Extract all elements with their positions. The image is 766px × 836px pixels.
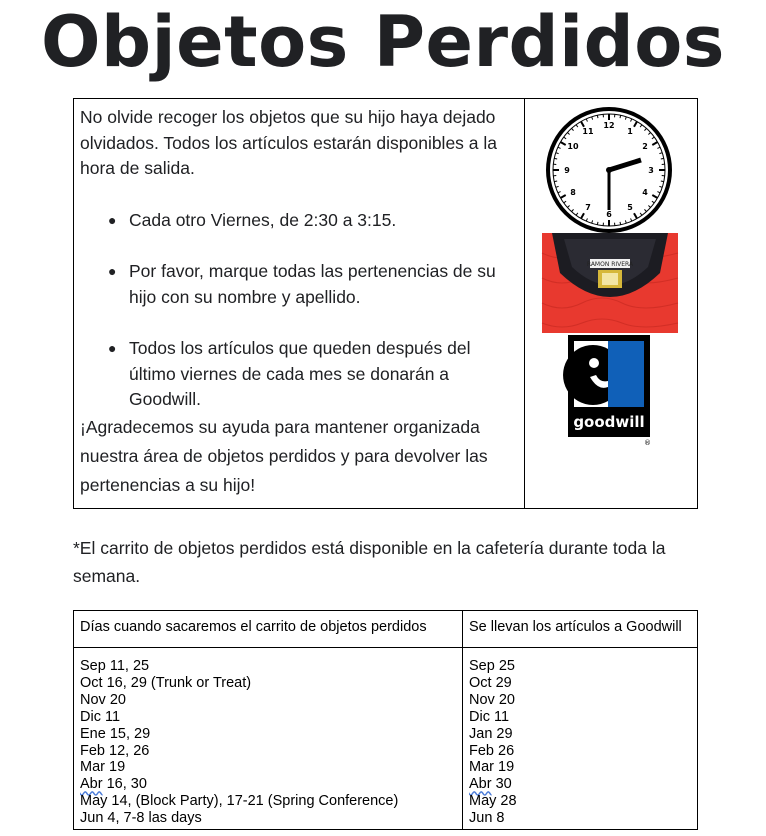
list-item: Feb 26 xyxy=(469,742,515,759)
bullet-dot-icon: ● xyxy=(108,211,117,228)
page-title: Objetos Perdidos xyxy=(41,1,725,83)
list-item: Oct 29 xyxy=(469,674,512,691)
bullet-text: Todos los artículos que queden después del último viernes de cada mes se donarán a Goodwill. xyxy=(129,338,471,409)
svg-text:1: 1 xyxy=(627,127,633,136)
svg-text:2: 2 xyxy=(642,142,648,151)
svg-text:9: 9 xyxy=(564,166,570,175)
goodwill-wordmark: goodwill xyxy=(573,413,645,431)
list-item: Feb 12, 26 xyxy=(80,742,150,759)
bullet-item xyxy=(80,259,516,310)
svg-text:5: 5 xyxy=(627,203,633,212)
list-item: Jun 8 xyxy=(469,810,505,827)
clock-tick xyxy=(597,222,598,225)
clock-tick xyxy=(661,181,664,182)
svg-text:4: 4 xyxy=(642,188,648,197)
list-item: Dic 11 xyxy=(80,708,121,725)
bullet-item xyxy=(80,336,516,413)
svg-text:8: 8 xyxy=(570,188,576,197)
table-body-row xyxy=(74,648,697,830)
thanks-paragraph: ¡Agradecemos su ayuda para mantener organizada nuestra área de objetos perdidos y para devolver las pertenencias a su hijo! xyxy=(80,416,488,495)
list-item: Jun 4, 7-8 las days xyxy=(80,810,202,827)
dates-table xyxy=(73,610,698,830)
clock-icon xyxy=(545,106,673,234)
clock-tick xyxy=(620,115,621,118)
header-cart-days: Días cuando sacaremos el carrito de objetos perdidos xyxy=(74,611,463,647)
list-item: Mar 19 xyxy=(469,759,515,776)
list-item: May 28 xyxy=(469,793,517,810)
goodwill-days-list xyxy=(469,658,691,827)
spellcheck-word: Abr xyxy=(469,776,492,793)
jacket-image xyxy=(542,233,678,333)
list-item: Nov 20 xyxy=(469,691,515,708)
bullet-dot-icon: ● xyxy=(108,340,117,356)
list-item: May 14, (Block Party), 17-21 (Spring Conference) xyxy=(80,793,399,810)
jacket-name-label: RAMON RIVERA xyxy=(586,261,634,268)
intro-paragraph: No olvide recoger los objetos que su hijo haya dejado olvidados. Todos los artículos estarán disponibles a la hora de salida. xyxy=(80,107,498,178)
svg-text:6: 6 xyxy=(606,210,612,219)
list-item: Abr 30 xyxy=(469,776,512,793)
bullet-item xyxy=(80,208,516,234)
goodwill-logo xyxy=(568,335,650,447)
svg-text:3: 3 xyxy=(648,166,654,175)
list-item: Mar 19 xyxy=(80,759,126,776)
list-item: Sep 11, 25 xyxy=(80,658,150,674)
bullet-dot-icon: ● xyxy=(108,263,117,279)
list-item: Oct 16, 29 (Trunk or Treat) xyxy=(80,674,252,691)
header-goodwill-days: Se llevan los artículos a Goodwill xyxy=(469,619,682,635)
list-item: Sep 25 xyxy=(469,658,515,674)
svg-text:7: 7 xyxy=(585,203,591,212)
clock-tick xyxy=(554,158,557,159)
goodwill-days-cell xyxy=(463,648,697,830)
cart-location-note: *El carrito de objetos perdidos está disponible en la cafetería durante toda la semana. xyxy=(73,538,666,586)
list-item: Abr 16, 30 xyxy=(80,776,147,793)
bullet-text: Cada otro Viernes, de 2:30 a 3:15. xyxy=(129,209,397,230)
list-item: Dic 11 xyxy=(469,708,510,725)
svg-text:12: 12 xyxy=(603,121,615,130)
clock-tick xyxy=(554,181,557,182)
clock-tick xyxy=(620,222,621,225)
clock-tick xyxy=(661,158,664,159)
info-table xyxy=(73,98,698,509)
list-item: Jan 29 xyxy=(469,725,513,742)
bullet-text: Por favor, marque todas las pertenencias de su hijo con su nombre y apellido. xyxy=(129,261,496,307)
svg-text:11: 11 xyxy=(582,127,594,136)
list-item: Nov 20 xyxy=(80,691,126,708)
images-cell xyxy=(525,99,697,508)
svg-text:10: 10 xyxy=(567,142,579,151)
cart-days-cell xyxy=(74,648,463,830)
info-bullet-list xyxy=(80,208,516,413)
cart-days-list xyxy=(80,658,456,827)
registered-mark: ® xyxy=(644,439,651,447)
info-text-cell xyxy=(74,99,525,508)
table-header-row xyxy=(74,611,697,648)
clock-tick xyxy=(597,115,598,118)
list-item: Ene 15, 29 xyxy=(80,725,151,742)
spellcheck-word: Abr xyxy=(80,776,103,793)
